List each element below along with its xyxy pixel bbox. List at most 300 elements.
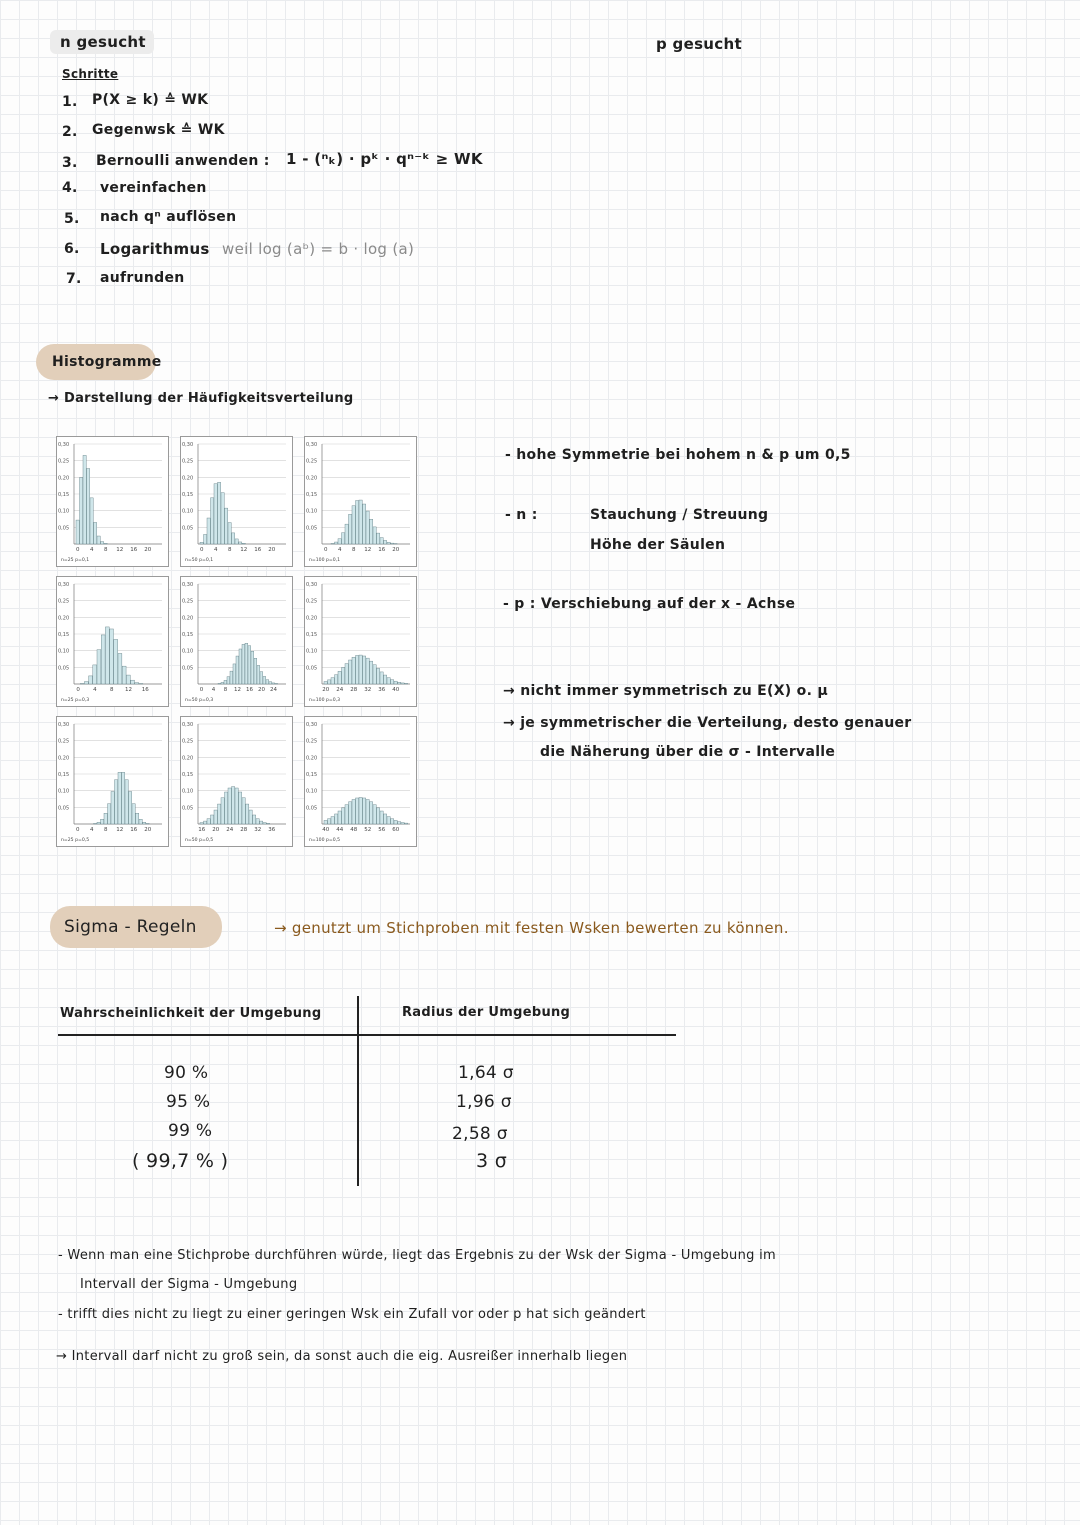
schritte-label: Schritte <box>62 67 119 81</box>
histogram-x-tick-label: 0 <box>76 547 80 553</box>
histogram-y-tick-label: 0,15 <box>182 772 194 778</box>
histogram-bar <box>101 542 104 544</box>
histogram-x-tick-label: 16 <box>254 547 262 553</box>
histogram-param-label: n=25 p=0,5 <box>61 838 90 843</box>
histogram-bar <box>143 822 146 824</box>
histogram-bar <box>387 542 390 544</box>
histogram-y-tick-label: 0,25 <box>58 738 70 745</box>
histogram-4 <box>57 577 169 707</box>
histogram-x-tick-label: 4 <box>338 547 342 553</box>
histogram-x-tick-label: 8 <box>352 547 356 553</box>
histogram-bar <box>342 533 345 544</box>
bullet-1-cont: Intervall der Sigma - Umgebung <box>80 1277 298 1292</box>
histogram-bar <box>356 655 359 684</box>
histogram-x-tick-label: 32 <box>254 827 262 833</box>
histogram-bar <box>366 658 369 684</box>
histogram-param-label: n=50 p=0,1 <box>185 558 214 563</box>
histogramme-subtitle: → Darstellung der Häufigkeitsverteilung <box>48 391 354 406</box>
histogram-bar <box>227 677 230 684</box>
table-p-row-4: ( 99,7 % ) <box>132 1150 229 1172</box>
histogram-bar <box>345 524 348 544</box>
histogram-x-tick-label: 24 <box>336 687 344 693</box>
histogram-bar <box>239 542 242 544</box>
histogram-y-tick-label: 0,15 <box>58 492 70 498</box>
histogram-bar <box>377 668 380 684</box>
histogram-bar <box>391 543 394 544</box>
sigma-arrow-note: → genutzt um Stichproben mit festen Wsken bewerten zu können. <box>274 919 789 937</box>
note-nicht-symmetrisch: → nicht immer symmetrisch zu E(X) o. μ <box>503 683 828 699</box>
histogram-y-tick-label: 0,30 <box>306 442 318 448</box>
histogram-bar <box>387 678 390 684</box>
histogram-bar <box>225 792 228 824</box>
histogram-x-tick-label: 8 <box>223 687 228 693</box>
histogram-bar <box>253 815 256 824</box>
histogram-y-tick-label: 0,25 <box>182 458 194 465</box>
histogram-bar <box>228 523 231 544</box>
histogram-bar <box>235 788 238 824</box>
histogram-y-tick-label: 0,05 <box>182 525 194 532</box>
histogram-bar <box>266 680 269 684</box>
histogram-bar <box>122 772 125 824</box>
histogram-x-tick-label: 40 <box>392 687 400 693</box>
histogram-y-tick-label: 0,05 <box>58 665 70 672</box>
histogram-x-tick-label: 0 <box>76 827 80 833</box>
table-header-left: Wahrscheinlichkeit der Umgebung <box>60 1006 322 1021</box>
histogram-x-tick-label: 8 <box>228 547 232 553</box>
histogram-x-tick-label: 8 <box>104 547 108 553</box>
histogram-x-tick-label: 36 <box>268 827 276 833</box>
histogram-bar <box>233 664 236 684</box>
histogram-y-tick-label: 0,25 <box>182 738 194 745</box>
histogram-bar <box>352 657 355 684</box>
histogram-bar <box>342 808 345 824</box>
histogram-x-tick-label: 16 <box>198 827 206 833</box>
histogram-bar <box>246 804 249 824</box>
histogram-bar <box>401 823 404 824</box>
histogram-7 <box>57 717 169 847</box>
histogram-bar <box>342 667 345 684</box>
histogram-bar <box>122 666 126 684</box>
histogram-bar <box>263 676 266 684</box>
histogram-bar <box>384 814 387 824</box>
histogram-y-tick-label: 0,10 <box>306 648 318 655</box>
histogram-y-tick-label: 0,25 <box>58 598 70 605</box>
table-r-row-3: 2,58 σ <box>452 1124 508 1144</box>
histogram-bar <box>249 810 252 824</box>
histogram-bar <box>118 772 121 824</box>
histogram-y-tick-label: 0,10 <box>182 508 194 515</box>
histogram-x-tick-label: 12 <box>116 547 124 553</box>
histogram-y-tick-label: 0,25 <box>306 598 318 605</box>
histogram-bar <box>356 501 359 544</box>
histogram-param-label: n=25 p=0,3 <box>61 698 90 703</box>
histogram-x-tick-label: 20 <box>258 687 265 693</box>
histogram-bar <box>101 819 104 824</box>
histogram-bar <box>232 787 235 824</box>
histogram-x-tick-label: 0 <box>200 547 204 553</box>
histogram-x-tick-label: 16 <box>246 687 253 693</box>
histogram-y-tick-label: 0,05 <box>182 665 194 672</box>
histogram-bar <box>359 500 362 544</box>
histogram-x-tick-label: 4 <box>93 687 97 693</box>
histogram-bar <box>254 658 257 684</box>
histogram-bar <box>370 661 373 684</box>
histogram-bar <box>239 649 242 684</box>
histogram-9 <box>305 717 417 847</box>
histogram-bar <box>363 504 366 544</box>
histogram-bar <box>214 484 217 544</box>
histogram-x-tick-label: 20 <box>392 547 400 553</box>
histogram-bar <box>338 811 341 824</box>
step-7-text: aufrunden <box>100 270 185 286</box>
histogram-y-tick-label: 0,20 <box>182 755 194 762</box>
bullet-2: - trifft dies nicht zu liegt zu einer geringen Wsk ein Zufall vor oder p hat sich geändert <box>58 1307 646 1322</box>
histogram-bar <box>373 805 376 824</box>
histogram-bar <box>135 683 139 684</box>
histogram-bar <box>211 498 214 544</box>
histogramme-title: Histogramme <box>52 354 162 370</box>
table-r-row-1: 1,64 σ <box>458 1063 514 1083</box>
histogram-bar <box>236 656 239 684</box>
histogram-bar <box>80 478 83 544</box>
histogram-x-tick-label: 4 <box>90 547 94 553</box>
step-1-num: 1. <box>62 94 78 110</box>
table-horizontal-line <box>58 1034 676 1036</box>
histogram-bar <box>97 822 100 824</box>
histogram-bar <box>370 519 373 544</box>
histogram-bar <box>129 792 132 824</box>
note-n-label: - n : <box>505 507 538 523</box>
histogram-bar <box>401 683 404 684</box>
histogram-bar <box>248 646 251 684</box>
histogram-x-tick-label: 0 <box>199 687 204 693</box>
p-gesucht-heading: p gesucht <box>656 35 742 53</box>
histogram-bar <box>373 665 376 684</box>
histogram-y-tick-label: 0,30 <box>58 582 70 588</box>
histogram-bar <box>87 469 90 544</box>
histogram-bar <box>373 527 376 544</box>
histogram-y-tick-label: 0,30 <box>306 722 318 728</box>
histogram-bar <box>110 629 114 684</box>
histogram-bar <box>256 819 259 824</box>
histogram-x-tick-label: 56 <box>378 827 386 833</box>
histogram-y-tick-label: 0,05 <box>58 805 70 812</box>
histogram-bar <box>111 792 114 824</box>
histogram-y-tick-label: 0,10 <box>306 788 318 795</box>
histogram-bar <box>251 651 254 684</box>
histogram-bar <box>204 821 207 824</box>
histogram-bar <box>242 543 245 544</box>
histogram-y-tick-label: 0,05 <box>306 805 318 812</box>
histogram-param-label: n=50 p=0,3 <box>185 698 214 703</box>
histogram-bar <box>257 665 260 684</box>
histogram-bar <box>97 650 101 684</box>
n-gesucht-heading: n gesucht <box>60 33 146 51</box>
histogram-param-label: n=50 p=0,5 <box>185 838 214 843</box>
histogram-bar <box>230 671 233 684</box>
histogram-bar <box>97 536 100 544</box>
histogram-param-label: n=100 p=0,1 <box>309 558 341 563</box>
histogram-bar <box>377 808 380 824</box>
histogram-x-tick-label: 40 <box>322 827 330 833</box>
histogram-x-tick-label: 52 <box>364 827 372 833</box>
note-naeherung: die Näherung über die σ - Intervalle <box>540 744 836 760</box>
histogram-frame <box>181 437 293 567</box>
histogram-y-tick-label: 0,15 <box>58 632 70 638</box>
histogram-x-tick-label: 16 <box>130 547 138 553</box>
table-p-row-1: 90 % <box>164 1063 209 1083</box>
table-p-row-2: 95 % <box>166 1092 211 1112</box>
histogram-bar <box>363 798 366 824</box>
histogram-bar <box>131 680 135 684</box>
histogram-bar <box>380 538 383 544</box>
histogram-x-tick-label: 12 <box>240 547 248 553</box>
histogram-frame <box>57 717 169 847</box>
histogram-y-tick-label: 0,20 <box>58 615 70 622</box>
histogram-bar <box>349 802 352 824</box>
histogram-y-tick-label: 0,10 <box>182 648 194 655</box>
histogram-bar <box>391 819 394 824</box>
histogram-bar <box>380 672 383 684</box>
histogram-bar <box>242 644 245 684</box>
histogram-y-tick-label: 0,20 <box>306 475 318 482</box>
histogram-x-tick-label: 36 <box>378 687 386 693</box>
histogram-y-tick-label: 0,15 <box>306 772 318 778</box>
step-6-num: 6. <box>64 241 80 257</box>
histogram-y-tick-label: 0,20 <box>182 615 194 622</box>
histogram-x-tick-label: 0 <box>324 547 328 553</box>
histogram-y-tick-label: 0,05 <box>58 525 70 532</box>
step-3-num: 3. <box>62 155 78 171</box>
histogram-bar <box>349 660 352 684</box>
histogram-y-tick-label: 0,30 <box>306 582 318 588</box>
histogram-bar <box>260 672 263 684</box>
histogram-y-tick-label: 0,25 <box>182 598 194 605</box>
note-p-verschiebung: - p : Verschiebung auf der x - Achse <box>503 596 796 612</box>
histogram-y-tick-label: 0,30 <box>182 582 194 588</box>
step-1-text: P(X ≥ k) ≙ WK <box>92 92 209 108</box>
histogram-x-tick-label: 20 <box>322 687 330 693</box>
histogram-bar <box>384 675 387 684</box>
histogram-bar <box>352 799 355 824</box>
histogram-bar <box>370 802 373 824</box>
histogram-bar <box>207 518 210 544</box>
step-2-num: 2. <box>62 124 78 140</box>
note-n-hoehe: Höhe der Säulen <box>590 537 726 553</box>
histogram-bar <box>225 508 228 544</box>
histogram-bar <box>83 455 86 544</box>
histogram-bar <box>221 493 224 544</box>
histogram-param-label: n=25 p=0,1 <box>61 558 90 563</box>
step-2-text: Gegenwsk ≙ WK <box>92 122 225 138</box>
histogram-6 <box>305 577 417 707</box>
histogram-bar <box>211 815 214 824</box>
histogram-bar <box>384 540 387 544</box>
histogram-bar <box>118 653 122 684</box>
histogram-x-tick-label: 4 <box>90 827 94 833</box>
histogram-bar <box>146 823 149 824</box>
histogram-y-tick-label: 0,10 <box>58 788 70 795</box>
histogram-y-tick-label: 0,25 <box>58 458 70 465</box>
histogram-x-tick-label: 28 <box>240 827 248 833</box>
histogram-bar <box>398 822 401 824</box>
histogram-y-tick-label: 0,30 <box>182 442 194 448</box>
histogram-y-tick-label: 0,20 <box>306 755 318 762</box>
histogram-grid-svg <box>56 436 418 852</box>
histogram-x-tick-label: 20 <box>144 827 152 833</box>
histogram-x-tick-label: 12 <box>116 827 124 833</box>
table-r-row-2: 1,96 σ <box>456 1092 512 1112</box>
histogram-x-tick-label: 20 <box>144 547 152 553</box>
histogram-bar <box>218 482 221 544</box>
histogram-bar <box>245 643 248 684</box>
histogram-bar <box>221 682 224 684</box>
histogram-x-tick-label: 8 <box>109 687 114 693</box>
histogram-bar <box>359 655 362 684</box>
histogram-grid <box>56 436 418 852</box>
histogram-bar <box>125 780 128 824</box>
histogram-x-tick-label: 48 <box>350 827 358 833</box>
histogram-bar <box>224 680 227 684</box>
histogram-y-tick-label: 0,05 <box>306 525 318 532</box>
histogram-bar <box>239 792 242 824</box>
histogram-bar <box>331 543 334 544</box>
histogram-x-tick-label: 16 <box>378 547 386 553</box>
histogram-bar <box>93 665 97 684</box>
note-symmetrie: - hohe Symmetrie bei hohem n & p um 0,5 <box>505 447 851 463</box>
histogram-y-tick-label: 0,15 <box>306 632 318 638</box>
histogram-x-tick-label: 4 <box>211 687 216 693</box>
histogram-y-tick-label: 0,15 <box>306 492 318 498</box>
histogram-x-tick-label: 44 <box>336 827 344 833</box>
histogram-bar <box>335 542 338 544</box>
histogram-y-tick-label: 0,20 <box>58 755 70 762</box>
histogram-bar <box>359 797 362 824</box>
histogram-bar <box>366 799 369 824</box>
histogram-y-tick-label: 0,20 <box>58 475 70 482</box>
histogram-y-tick-label: 0,10 <box>58 508 70 515</box>
histogram-8 <box>181 717 293 847</box>
histogram-bar <box>394 820 397 824</box>
table-header-right: Radius der Umgebung <box>402 1005 571 1020</box>
histogram-bar <box>405 823 408 824</box>
histogram-y-tick-label: 0,10 <box>306 508 318 515</box>
note-n-stauchung: Stauchung / Streuung <box>590 507 769 523</box>
histogram-bar <box>89 676 93 684</box>
sigma-title: Sigma - Regeln <box>64 917 197 937</box>
histogram-x-tick-label: 20 <box>212 827 220 833</box>
histogram-bar <box>349 514 352 544</box>
histogram-bar <box>105 627 109 684</box>
histogram-bar <box>352 506 355 544</box>
histogram-bar <box>267 823 270 824</box>
histogram-bar <box>263 823 266 824</box>
histogram-bar <box>104 813 107 824</box>
histogram-x-tick-label: 16 <box>130 827 138 833</box>
histogram-y-tick-label: 0,30 <box>58 722 70 728</box>
histogram-bar <box>218 804 221 824</box>
histogram-x-tick-label: 24 <box>226 827 234 833</box>
histogram-bar <box>328 819 331 824</box>
histogram-x-tick-label: 4 <box>214 547 218 553</box>
histogram-y-tick-label: 0,30 <box>182 722 194 728</box>
histogram-bar <box>108 804 111 824</box>
histogram-y-tick-label: 0,05 <box>182 805 194 812</box>
histogram-y-tick-label: 0,15 <box>182 632 194 638</box>
histogram-x-tick-label: 12 <box>125 687 132 693</box>
table-p-row-3: 99 % <box>168 1121 213 1141</box>
histogram-bar <box>324 820 327 824</box>
bullet-3: → Intervall darf nicht zu groß sein, da sonst auch die eig. Ausreißer innerhalb liegen <box>56 1349 628 1364</box>
note-je-symmetrischer: → je symmetrischer die Verteilung, desto genauer <box>503 715 912 731</box>
histogram-bar <box>338 539 341 544</box>
histogram-y-tick-label: 0,30 <box>58 442 70 448</box>
histogram-x-tick-label: 8 <box>104 827 108 833</box>
histogram-bar <box>269 682 272 684</box>
histogram-3 <box>305 437 417 567</box>
histogram-y-tick-label: 0,25 <box>306 458 318 465</box>
histogram-y-tick-label: 0,25 <box>306 738 318 745</box>
histogram-bar <box>380 811 383 824</box>
log-note: weil log (aᵇ) = b · log (a) <box>222 240 415 258</box>
histogram-x-tick-label: 20 <box>268 547 276 553</box>
histogram-2 <box>181 437 293 567</box>
histogram-y-tick-label: 0,15 <box>58 772 70 778</box>
histogram-bar <box>387 817 390 824</box>
histogram-bar <box>94 522 97 544</box>
histogram-x-tick-label: 16 <box>141 687 149 693</box>
histogram-bar <box>366 511 369 544</box>
histogram-bar <box>338 671 341 684</box>
histogram-bar <box>324 681 327 684</box>
histogram-bar <box>101 635 105 684</box>
histogram-bar <box>139 819 142 824</box>
histogram-5 <box>181 577 293 707</box>
histogram-x-tick-label: 28 <box>350 687 358 693</box>
histogram-bar <box>228 788 231 824</box>
step-3-text: Bernoulli anwenden : <box>96 153 270 169</box>
step-6-text: Logarithmus <box>100 240 210 258</box>
histogram-bar <box>76 520 79 544</box>
histogram-x-tick-label: 32 <box>364 687 372 693</box>
step-4-num: 4. <box>62 180 78 196</box>
table-r-row-4: 3 σ <box>476 1150 508 1172</box>
histogram-bar <box>218 683 221 684</box>
histogram-x-tick-label: 12 <box>234 687 241 693</box>
histogram-x-tick-label: 12 <box>364 547 372 553</box>
histogram-bar <box>94 823 97 824</box>
step-5-text: nach qⁿ auflösen <box>100 209 237 225</box>
histogram-y-tick-label: 0,05 <box>306 665 318 672</box>
histogram-bar <box>235 539 238 544</box>
histogram-y-tick-label: 0,10 <box>182 788 194 795</box>
histogram-param-label: n=100 p=0,5 <box>309 838 341 843</box>
histogram-bar <box>126 675 130 684</box>
histogram-frame <box>57 437 169 567</box>
table-vertical-line <box>357 996 359 1186</box>
bullet-1: - Wenn man eine Stichprobe durchführen würde, liegt das Ergebnis zu der Wsk der Sigma - Umgebung im <box>58 1248 776 1263</box>
histogram-bar <box>207 819 210 824</box>
histogram-bar <box>391 680 394 684</box>
histogram-bar <box>398 682 401 684</box>
histogram-y-tick-label: 0,20 <box>182 475 194 482</box>
histogram-y-tick-label: 0,10 <box>58 648 70 655</box>
histogram-bar <box>204 534 207 544</box>
histogram-bar <box>363 656 366 684</box>
histogram-bar <box>104 543 107 544</box>
histogram-bar <box>200 823 203 824</box>
histogram-bar <box>232 533 235 544</box>
